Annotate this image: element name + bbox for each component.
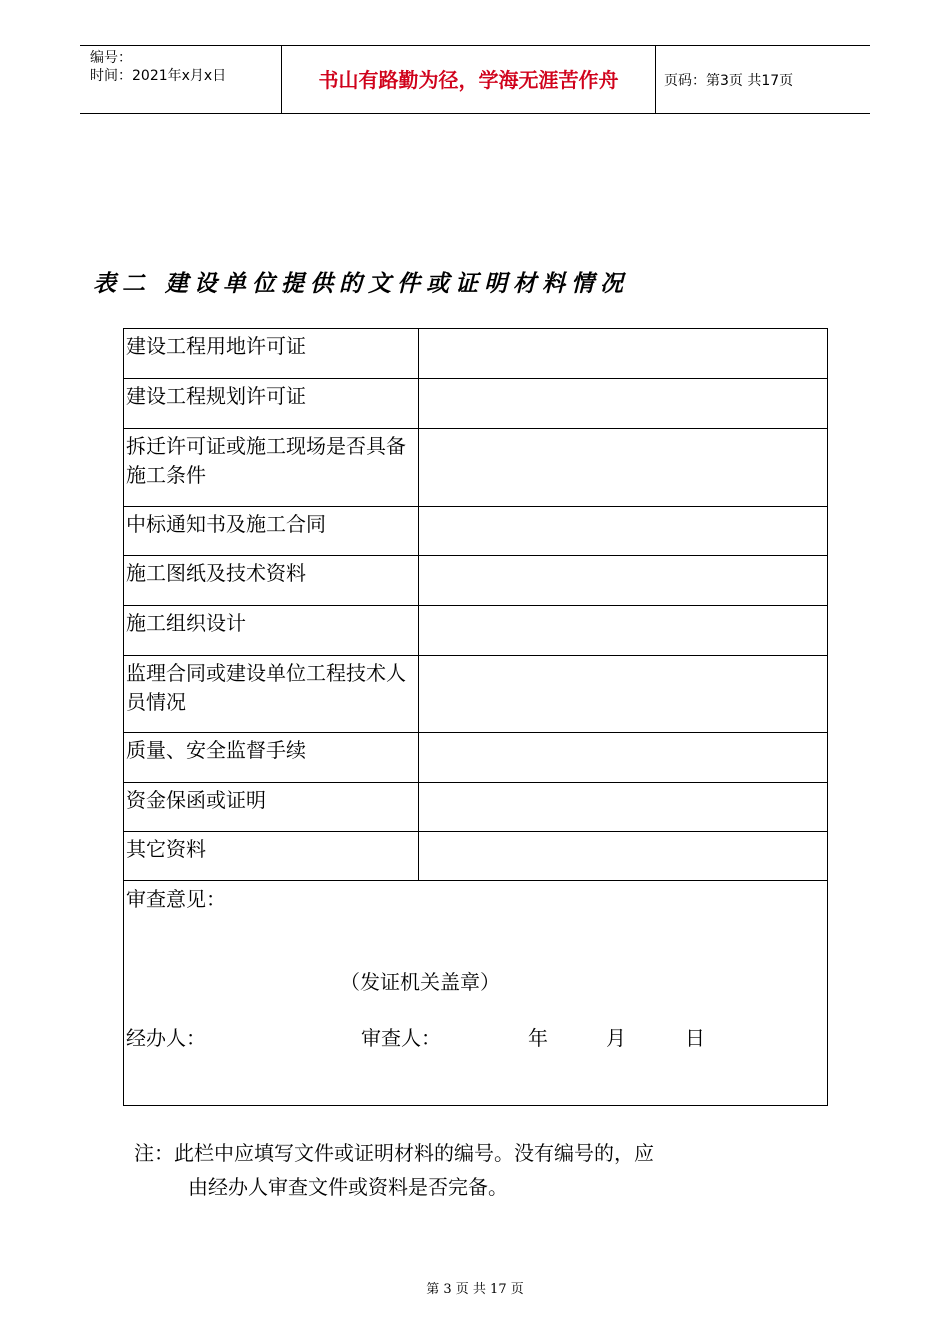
review-row (124, 881, 828, 1106)
row-value-cell[interactable] (419, 379, 828, 429)
table-row (124, 556, 828, 606)
note-line-2: 由经办人审查文件或资料是否完备。 (188, 1175, 508, 1199)
row-label: 建设工程用地许可证 (124, 329, 419, 379)
table-row (124, 329, 828, 379)
row-label: 中标通知书及施工合同 (124, 507, 419, 556)
documents-table (123, 328, 828, 1106)
row-label: 资金保函或证明 (124, 783, 419, 832)
row-label: 监理合同或建设单位工程技术人员情况 (124, 656, 419, 733)
table-row (124, 783, 828, 832)
row-value-cell[interactable] (419, 606, 828, 656)
row-label: 建设工程规划许可证 (124, 379, 419, 429)
header-bottom-rule (80, 113, 870, 114)
header-divider-right (655, 45, 656, 113)
row-value-cell[interactable] (419, 556, 828, 606)
row-value-cell[interactable] (419, 783, 828, 832)
month-label: 月 (606, 1026, 626, 1050)
table-row (124, 733, 828, 783)
table-row (124, 429, 828, 507)
seal-note: （发证机关盖章） (340, 970, 500, 994)
row-label: 其它资料 (124, 832, 419, 881)
handler-label: 经办人： (126, 1026, 206, 1050)
header-page-info: 页码：第3页 共17页 (664, 73, 794, 89)
review-opinion-label: 审查意见： (126, 887, 226, 911)
footer-page-number: 第 3 页 共 17 页 (426, 1282, 524, 1297)
row-value-cell[interactable] (419, 507, 828, 556)
year-label: 年 (528, 1026, 548, 1050)
table-row (124, 379, 828, 429)
document-title: 表二 建设单位提供的文件或证明材料情况 (93, 270, 630, 297)
header-number-label: 编号： (90, 50, 132, 66)
table-row (124, 832, 828, 881)
table-row (124, 507, 828, 556)
row-value-cell[interactable] (419, 832, 828, 881)
row-value-cell[interactable] (419, 656, 828, 733)
header-motto: 书山有路勤为径，学海无涯苦作舟 (318, 68, 619, 92)
header-time-label: 时间：2021年x月x日 (90, 68, 227, 84)
row-value-cell[interactable] (419, 429, 828, 507)
table-row (124, 606, 828, 656)
row-value-cell[interactable] (419, 329, 828, 379)
header-top-rule (80, 45, 870, 46)
reviewer-label: 审查人： (361, 1026, 441, 1050)
row-label: 施工图纸及技术资料 (124, 556, 419, 606)
table-row (124, 656, 828, 733)
review-section[interactable] (124, 881, 828, 1106)
note-line-1: 注：此栏中应填写文件或证明材料的编号。没有编号的，应 (134, 1141, 654, 1165)
day-label: 日 (685, 1026, 705, 1050)
row-label: 拆迁许可证或施工现场是否具备施工条件 (124, 429, 419, 507)
row-value-cell[interactable] (419, 733, 828, 783)
row-label: 质量、安全监督手续 (124, 733, 419, 783)
row-label: 施工组织设计 (124, 606, 419, 656)
